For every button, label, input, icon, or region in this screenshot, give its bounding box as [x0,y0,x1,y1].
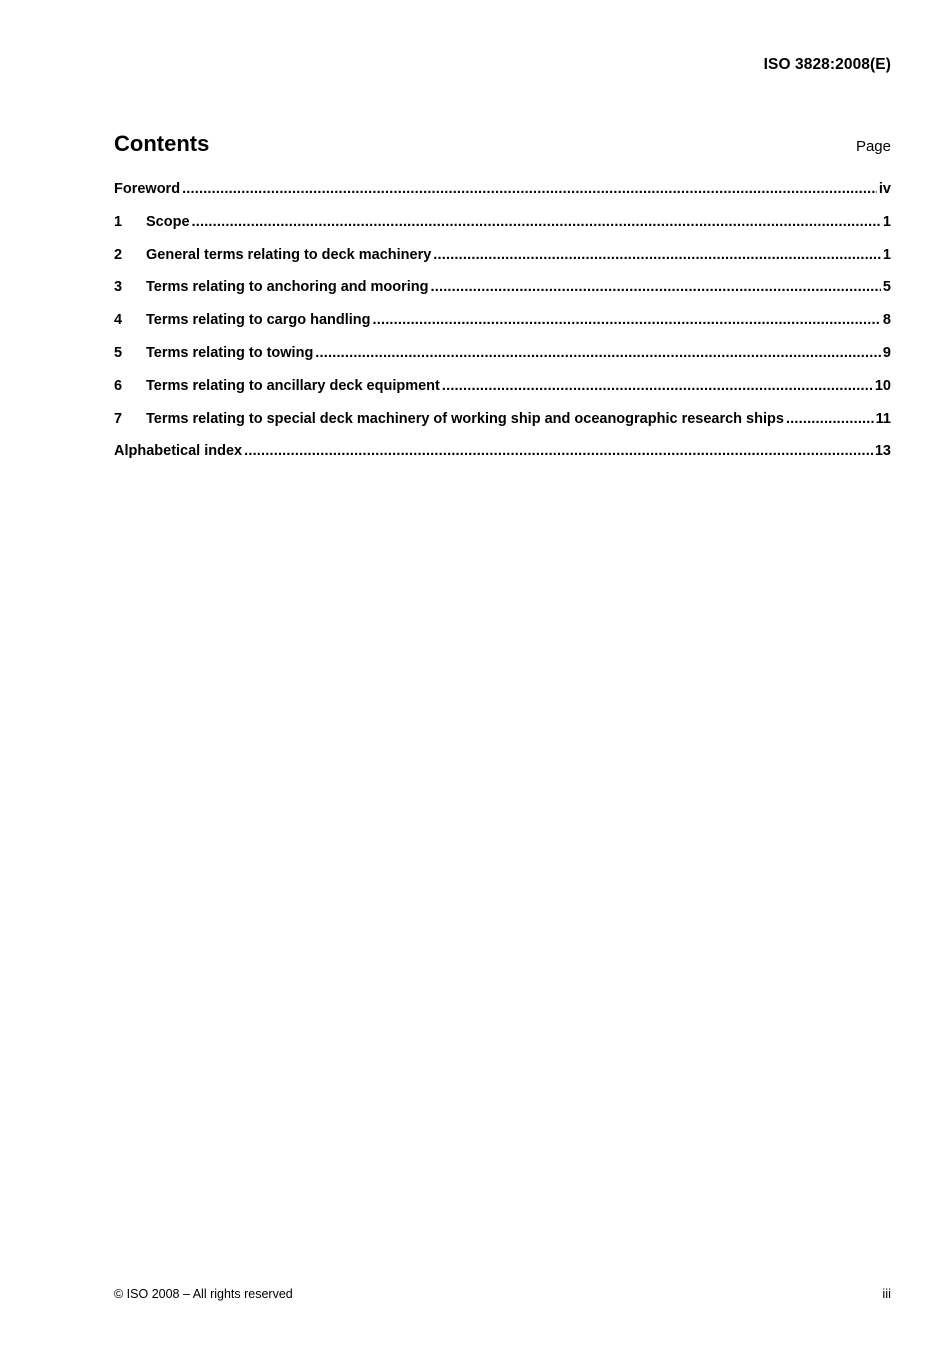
toc-entry-cargo-handling[interactable] [114,312,891,345]
dot-leader [373,312,881,328]
toc-entry-title: Terms relating to towing [146,344,314,361]
contents-header [114,131,891,161]
toc-entry-title: Scope [146,213,190,230]
toc-entry-title: Terms relating to anchoring and mooring [146,279,429,296]
toc-entry-page: 11 [875,410,891,427]
toc-entry-towing[interactable] [114,345,891,378]
toc-entry-page: 13 [874,443,891,460]
dot-leader [244,443,873,459]
toc-entry-page: 5 [882,279,891,296]
toc-entry-page: 1 [882,246,891,263]
toc-entry-title: General terms relating to deck machinery [146,246,432,263]
contents-title: Contents [114,131,210,156]
toc-entry-page: 9 [882,344,891,361]
toc-entry-title: Terms relating to ancillary deck equipment [146,377,440,394]
toc-entry-number: 2 [114,246,123,263]
footer-copyright: © ISO 2008 – All rights reserved [114,1287,293,1301]
toc-entry-alphabetical-index[interactable] [114,443,891,476]
toc-entry-foreword[interactable] [114,181,891,214]
toc-entry-title: Terms relating to cargo handling [146,312,371,329]
toc-entry-ancillary-deck-equipment[interactable] [114,378,891,411]
toc-entry-page: 1 [882,213,891,230]
toc-entry-number: 4 [114,312,123,329]
dot-leader [786,411,874,427]
dot-leader [442,378,873,394]
toc-entry-number: 6 [114,377,123,394]
toc-entry-anchoring-mooring[interactable] [114,279,891,312]
footer-page-number: iii [882,1286,891,1301]
toc-entry-general-terms[interactable] [114,247,891,280]
toc-entry-special-deck-machinery[interactable] [114,411,891,444]
dot-leader [182,181,877,197]
toc-entry-number: 7 [114,410,123,427]
toc-entry-page: iv [878,181,891,197]
toc-entry-scope[interactable] [114,214,891,247]
dot-leader [192,214,881,230]
toc-entry-page: 8 [882,312,891,329]
table-of-contents [114,181,891,476]
toc-entry-title: Terms relating to special deck machinery of working ship and oceanographic research ships [146,410,784,427]
dot-leader [431,279,881,295]
toc-entry-page: 10 [874,377,891,394]
toc-entry-number: 5 [114,344,123,361]
dot-leader [433,247,881,263]
dot-leader [315,345,881,361]
toc-entry-title: Foreword [114,181,181,197]
toc-entry-number: 1 [114,213,123,230]
page-column-label: Page [855,138,891,155]
document-id: ISO 3828:2008(E) [763,56,891,73]
toc-entry-title: Alphabetical index [114,443,243,460]
toc-entry-number: 3 [114,279,123,296]
